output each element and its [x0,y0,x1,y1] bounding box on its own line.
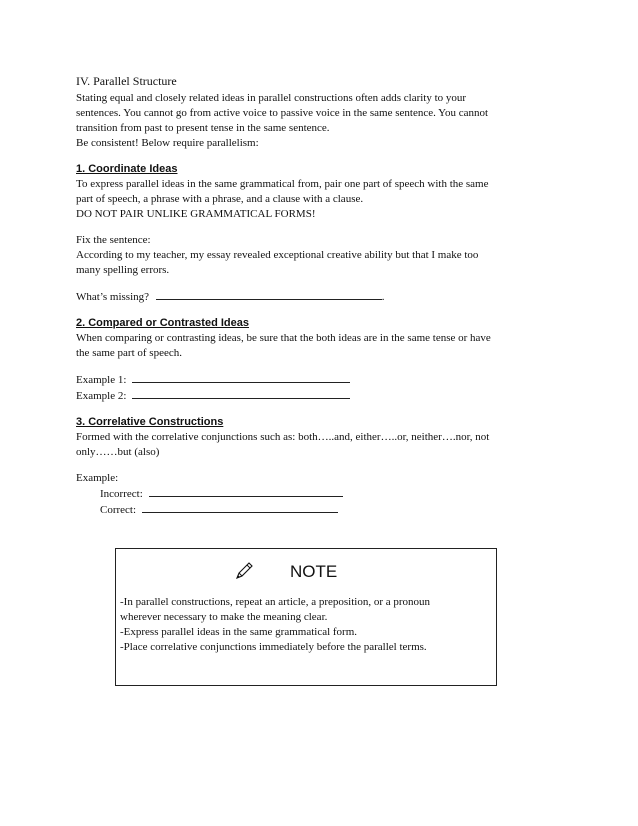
intro-line: transition from past to present tense in the same sentence. [76,122,330,134]
note-header [234,561,384,583]
document-body [76,74,566,518]
note-line: -Express parallel ideas in the same grammatical form. [120,626,358,638]
correct-row [76,502,566,518]
heading-coordinate-ideas: 1. Coordinate Ideas [76,163,178,175]
missing-label: What’s missing? [76,291,150,303]
example-1-row [76,372,566,388]
missing-blank[interactable] [156,289,382,300]
coordinate-line: To express parallel ideas in the same grammatical from, pair one part of speech with the same [76,178,489,190]
coordinate-line: part of speech, a phrase with a phrase, and a clause with a clause. [76,193,364,205]
correct-label: Correct: [100,504,137,516]
example-2-blank[interactable] [132,388,350,399]
compared-line: When comparing or contrasting ideas, be sure that the both ideas are in the same tense or have [76,332,491,344]
note-line: -Place correlative conjunctions immediately before the parallel terms. [120,641,427,653]
incorrect-label: Incorrect: [100,488,143,500]
section-title: IV. Parallel Structure [76,74,177,88]
heading-compared-ideas: 2. Compared or Contrasted Ideas [76,317,249,329]
example-1-label: Example 1: [76,374,127,386]
example-1-blank[interactable] [132,372,350,383]
fix-sentence: According to my teacher, my essay revealed exceptional creative ability but that I make too [76,249,479,261]
incorrect-row [76,486,566,502]
note-line: wherever necessary to make the meaning clear. [120,611,328,623]
intro-line: Be consistent! Below require parallelism: [76,137,259,149]
note-box [115,548,497,686]
fix-label: Fix the sentence: [76,234,151,246]
example-2-row [76,388,566,404]
compared-line: the same part of speech. [76,347,182,359]
example-2-label: Example 2: [76,390,127,402]
intro-line: sentences. You cannot go from active voice to passive voice in the same sentence. You cannot [76,107,489,119]
missing-end: . [381,291,385,303]
correlative-line: only……but (also) [76,446,160,458]
coordinate-line: DO NOT PAIR UNLIKE GRAMMATICAL FORMS! [76,208,316,220]
note-body [120,595,490,655]
correct-blank[interactable] [142,502,338,513]
example-label: Example: [76,472,119,484]
intro-line: Stating equal and closely related ideas in parallel constructions often adds clarity to your [76,92,467,104]
incorrect-blank[interactable] [149,486,343,497]
fix-sentence: many spelling errors. [76,264,170,276]
note-title: NOTE [290,562,338,581]
pencil-icon [234,561,254,581]
correlative-line: Formed with the correlative conjunctions such as: both…..and, either…..or, neither….nor, not [76,431,490,443]
missing-row [76,289,566,305]
note-line: -In parallel constructions, repeat an article, a preposition, or a pronoun [120,596,431,608]
heading-correlative-constructions: 3. Correlative Constructions [76,416,224,428]
